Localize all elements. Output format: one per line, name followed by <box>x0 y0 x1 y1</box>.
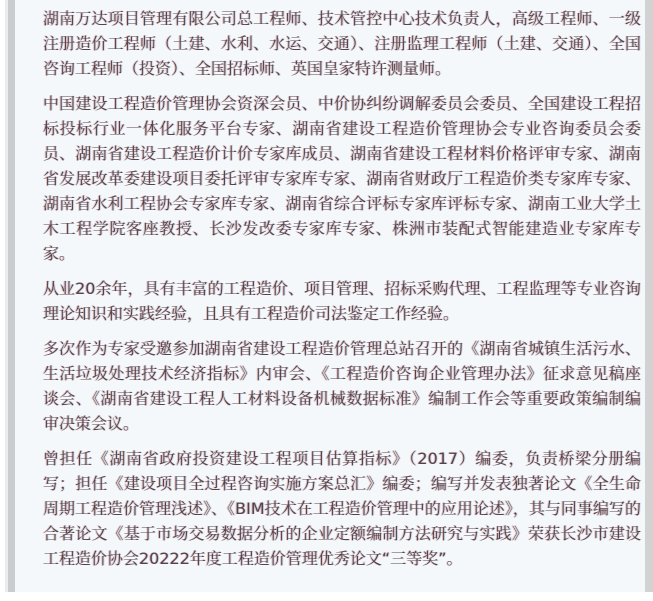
right-scrollbar-track <box>645 0 653 592</box>
paragraph-list <box>15 0 645 592</box>
paragraph-4: 多次作为专家受邀参加湖南省建设工程造价管理总站召开的《湖南省城镇生活污水、生活垃圾处理技术经济指标》内审会、《工程造价咨询企业管理办法》征求意见稿座谈会、《湖南省建设工程人工材料设备机械数据标准》编制工作会等重要政策编制编审决策会议。 <box>43 339 641 433</box>
paragraph-3: 从业20余年，具有丰富的工程造价、项目管理、招标采购代理、工程监理等专业咨询理论知识和实践经验，且具有工程造价司法鉴定工作经验。 <box>43 279 641 323</box>
paragraph-5: 曾担任《湖南省政府投资建设工程项目估算指标》（2017）编委，负责桥梁分册编写；担任《建设项目全过程咨询实施方案总汇》编委；编写并发表独著论文《全生命周期工程造价管理浅述》、《BIM技术在工程造价管理中的应用论述》，其与同事编写的合著论文《基于市场交易数据分析的企业定额编制方法研究与实践》荣获长沙市建设工程造价协会20222年度工程造价管理优秀论文“三等奖”。 <box>43 449 641 568</box>
paragraph-2: 中国建设工程造价管理协会资深会员、中价协纠纷调解委员会委员、全国建设工程招标投标行业一体化服务平台专家、湖南省建设工程造价管理协会专业咨询委员会委员、湖南省建设工程造价计价专家库成员、湖南省建设工程材料价格评审专家、湖南省发展改革委建设项目委托评审专家库专家、湖南省财政厅工程造价类专家库专家、湖南省水利工程协会专家库专家、湖南省综合评标专家库评标专家、湖南工业大学土木工程学院客座教授、长沙发改委专家库专家、株洲市装配式智能建造业专家库专家。 <box>43 94 641 263</box>
article-content <box>15 0 645 592</box>
bottom-margin <box>0 592 653 601</box>
left-gutter <box>8 0 15 592</box>
paragraph-1: 湖南万达项目管理有限公司总工程师、技术管控中心技术负责人，高级工程师、一级注册造价工程师（土建、水利、水运、交通）、注册监理工程师（土建、交通）、全国咨询工程师（投资）、全国招标师、英国皇家特许测量师。 <box>43 9 641 78</box>
